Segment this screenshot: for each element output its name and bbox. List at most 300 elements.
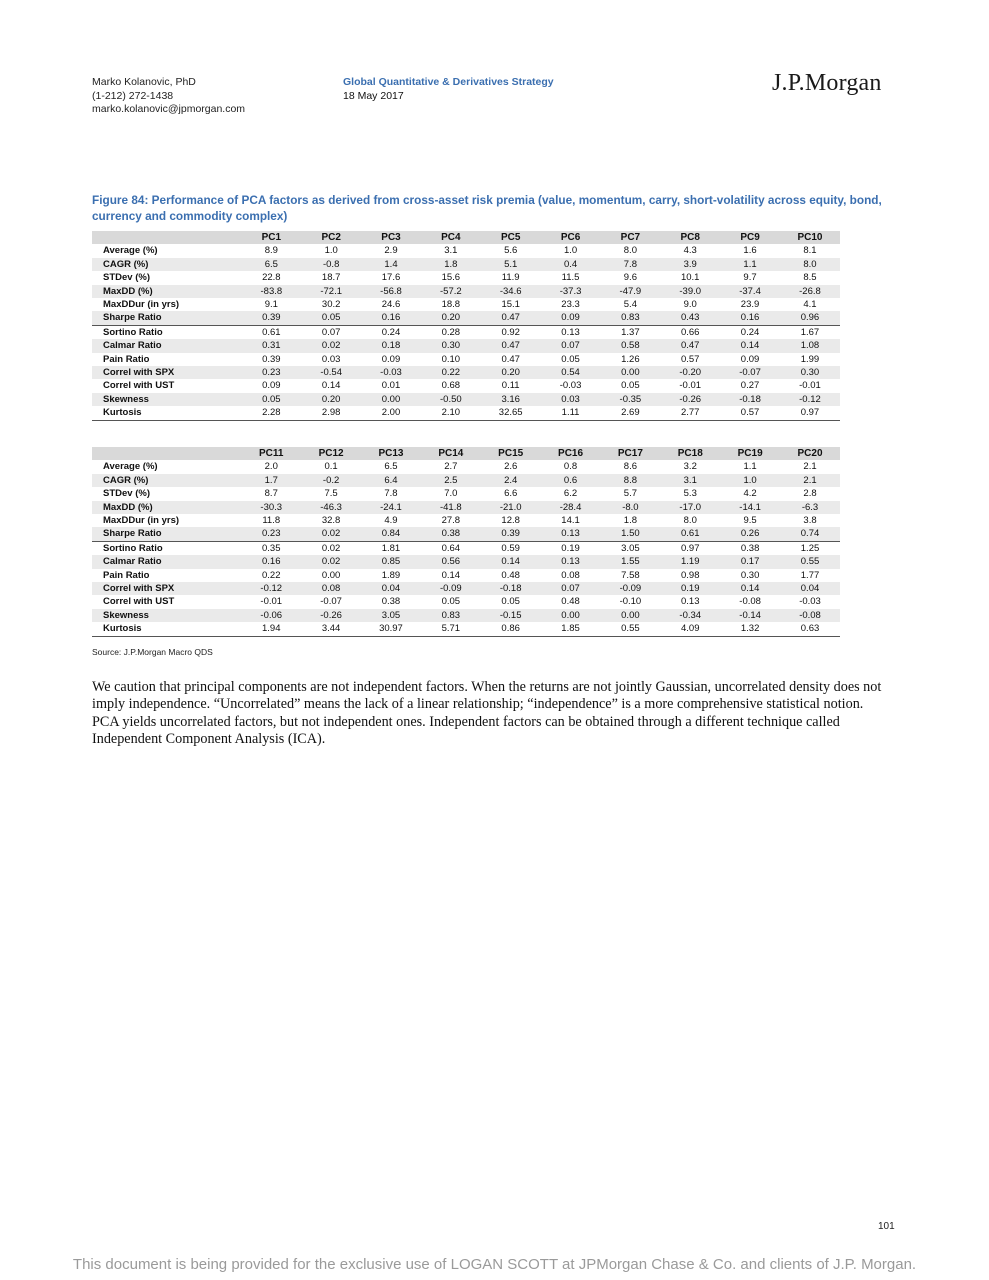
row-label: Pain Ratio	[103, 569, 150, 581]
figure-title: Figure 84: Performance of PCA factors as derived from cross-asset risk premia (value, momentum, carry, short-volatility across equity, bond, currency and commodity complex)	[92, 193, 882, 223]
column-header: PC3	[361, 231, 421, 244]
row-label: Average (%)	[103, 245, 158, 257]
column-header: PC12	[301, 447, 361, 460]
table-cell: 0.13	[541, 325, 601, 339]
row-label: STDev (%)	[103, 488, 150, 500]
table-cell: 2.1	[780, 474, 840, 487]
table-cell: 5.4	[623, 299, 637, 311]
table-cell: 0.05	[561, 353, 580, 365]
table-cell: 0.14	[720, 582, 780, 595]
table-cell: 0.39	[262, 353, 281, 365]
table-row	[92, 582, 840, 595]
table-cell: -0.09	[421, 582, 481, 595]
table-cell: 23.9	[740, 299, 760, 311]
table-cell: 0.54	[541, 366, 601, 379]
table-cell: 0.39	[481, 527, 541, 541]
table-cell: 0.66	[660, 325, 720, 339]
table-header-row	[92, 231, 840, 244]
table-cell: -0.8	[301, 258, 361, 271]
table-cell: 1.1	[720, 258, 780, 271]
table-cell: 0.28	[421, 325, 481, 339]
table-cell: 4.2	[743, 488, 757, 500]
table-cell: 0.30	[780, 366, 840, 379]
row-label: Correl with UST	[103, 596, 175, 608]
table-cell: 1.6	[743, 245, 757, 257]
table-cell: 0.48	[501, 569, 520, 581]
table-cell: 0.04	[780, 582, 840, 595]
table-cell: 8.0	[683, 515, 697, 527]
table-cell: -47.9	[600, 285, 660, 298]
table-cell: 15.6	[441, 272, 461, 284]
table-cell: 0.03	[541, 393, 601, 406]
table-cell: 0.16	[361, 311, 421, 325]
table-cell: -0.15	[481, 609, 541, 622]
table-cell: 0.39	[241, 311, 301, 325]
table-cell: 9.0	[683, 299, 697, 311]
table-cell: -0.50	[421, 393, 481, 406]
column-header: PC17	[600, 447, 660, 460]
column-header: PC5	[481, 231, 541, 244]
table-cell: 0.05	[241, 393, 301, 406]
table-cell: -0.12	[780, 393, 840, 406]
table-cell: 2.4	[481, 474, 541, 487]
table-cell: 5.3	[683, 488, 697, 500]
table-cell: 0.05	[441, 596, 461, 608]
table-cell: 0.07	[301, 325, 361, 339]
table-cell: 15.1	[501, 299, 520, 311]
table-cell: -72.1	[301, 285, 361, 298]
author-email: marko.kolanovic@jpmorgan.com	[92, 103, 246, 115]
table-cell: 0.02	[301, 541, 361, 555]
table-cell: 30.97	[361, 622, 421, 636]
table-cell: 0.09	[262, 380, 281, 392]
row-label: Kurtosis	[92, 622, 241, 636]
table-cell: 1.8	[421, 258, 481, 271]
table-cell: 0.74	[780, 527, 840, 541]
table-cell: 32.8	[321, 515, 341, 527]
table-cell: 8.5	[803, 272, 817, 284]
table-cell: -39.0	[660, 285, 720, 298]
table-cell: 7.5	[324, 488, 338, 500]
column-header: PC15	[481, 447, 541, 460]
table-cell: 0.92	[481, 325, 541, 339]
table-cell: 12.8	[501, 515, 520, 527]
figure-source: Source: J.P.Morgan Macro QDS	[92, 647, 213, 657]
column-header: PC4	[421, 231, 481, 244]
table-cell: 0.35	[241, 541, 301, 555]
table-cell: 2.6	[504, 461, 518, 473]
table-cell: 7.8	[600, 258, 660, 271]
author-name: Marko Kolanovic, PhD	[92, 76, 196, 88]
table-cell: 0.16	[241, 555, 301, 568]
row-label: Calmar Ratio	[92, 339, 241, 352]
table-cell: -17.0	[660, 501, 720, 514]
column-header: PC9	[720, 231, 780, 244]
table-row	[92, 501, 840, 514]
table-cell: 9.5	[743, 515, 757, 527]
table-row	[92, 595, 840, 608]
table-cell: 0.04	[361, 582, 421, 595]
author-block	[92, 76, 245, 117]
table-cell: 0.38	[720, 541, 780, 555]
table-cell: 30.2	[321, 299, 341, 311]
table-cell: -0.07	[720, 366, 780, 379]
table-cell: 6.5	[384, 461, 398, 473]
table-cell: -21.0	[481, 501, 541, 514]
table-corner-cell	[92, 231, 241, 244]
table-cell: 1.77	[800, 569, 820, 581]
table-cell: -0.03	[361, 366, 421, 379]
table-cell: 6.6	[504, 488, 518, 500]
table-cell: -34.6	[481, 285, 541, 298]
table-cell: 0.27	[740, 380, 760, 392]
table-cell: 0.02	[301, 339, 361, 352]
table-cell: 0.13	[681, 596, 700, 608]
table-cell: -0.18	[720, 393, 780, 406]
table-cell: 5.7	[623, 488, 637, 500]
table-cell: -6.3	[780, 501, 840, 514]
table-cell: 8.7	[264, 488, 278, 500]
table-cell: 1.0	[720, 474, 780, 487]
table-cell: 5.1	[481, 258, 541, 271]
column-header: PC7	[600, 231, 660, 244]
table-cell: 2.8	[803, 488, 817, 500]
table-cell: 1.08	[780, 339, 840, 352]
row-label: Skewness	[92, 609, 241, 622]
row-label: MaxDDur (in yrs)	[103, 515, 180, 527]
table-cell: -0.08	[780, 609, 840, 622]
table-row	[92, 527, 840, 541]
row-label: MaxDD (%)	[92, 501, 241, 514]
table-cell: 4.1	[803, 299, 817, 311]
table-cell: -30.3	[241, 501, 301, 514]
table-cell: -0.10	[619, 596, 642, 608]
table-cell: 0.10	[441, 353, 461, 365]
table-cell: 5.6	[504, 245, 518, 257]
table-cell: 1.94	[241, 622, 301, 636]
table-cell: 0.31	[241, 339, 301, 352]
row-label: MaxDD (%)	[92, 285, 241, 298]
column-header: PC10	[780, 231, 840, 244]
table-row	[92, 541, 840, 555]
row-label: CAGR (%)	[92, 474, 241, 487]
table-cell: -0.01	[799, 380, 821, 392]
table-cell: 17.6	[381, 272, 401, 284]
table-cell: 0.30	[740, 569, 760, 581]
table-cell: 0.11	[501, 380, 520, 392]
table-cell: 0.19	[541, 541, 601, 555]
table-cell: -46.3	[301, 501, 361, 514]
table-cell: 0.22	[262, 569, 281, 581]
table-cell: 0.55	[600, 622, 660, 636]
table-cell: -0.03	[799, 596, 821, 608]
table-cell: 0.56	[421, 555, 481, 568]
table-cell: 0.23	[241, 366, 301, 379]
table-cell: 0.97	[780, 406, 840, 420]
table-cell: 1.7	[241, 474, 301, 487]
table-cell: 0.19	[660, 582, 720, 595]
column-header: PC14	[421, 447, 481, 460]
table-cell: 4.09	[660, 622, 720, 636]
row-label: Sharpe Ratio	[92, 527, 241, 541]
table-cell: 0.14	[720, 339, 780, 352]
table-cell: 24.6	[381, 299, 401, 311]
report-date: 18 May 2017	[343, 89, 404, 102]
table-cell: 0.14	[321, 380, 341, 392]
table-cell: 8.9	[264, 245, 278, 257]
table-cell: 0.61	[660, 527, 720, 541]
table-cell: 0.00	[600, 366, 660, 379]
table-row	[92, 569, 840, 582]
column-header: PC8	[660, 231, 720, 244]
row-label: Sortino Ratio	[92, 325, 241, 339]
table-cell: -0.01	[679, 380, 702, 392]
table-cell: 0.38	[381, 596, 401, 608]
table-cell: 0.1	[324, 461, 338, 473]
row-label: MaxDDur (in yrs)	[103, 299, 180, 311]
table-cell: -0.2	[301, 474, 361, 487]
table-cell: 0.00	[541, 609, 601, 622]
table-cell: 2.10	[421, 406, 481, 420]
table-cell: -0.08	[739, 596, 761, 608]
table-cell: -0.01	[260, 596, 283, 608]
table-cell: 1.32	[720, 622, 780, 636]
page-number: 101	[878, 1221, 895, 1232]
table-cell: 0.55	[780, 555, 840, 568]
table-cell: 0.43	[660, 311, 720, 325]
table-cell: 1.55	[600, 555, 660, 568]
row-label: Correl with UST	[103, 380, 175, 392]
table-cell: 0.61	[241, 325, 301, 339]
table-row	[92, 258, 840, 271]
table-cell: 1.1	[743, 461, 757, 473]
column-header: PC20	[780, 447, 840, 460]
table-cell: 0.85	[361, 555, 421, 568]
table-cell: -0.26	[660, 393, 720, 406]
table-cell: 0.13	[541, 555, 601, 568]
table-cell: 32.65	[481, 406, 541, 420]
table-cell: 0.86	[481, 622, 541, 636]
table-cell: 0.00	[600, 609, 660, 622]
table-cell: 0.58	[600, 339, 660, 352]
table-cell: 0.8	[563, 461, 578, 473]
column-header: PC6	[541, 231, 601, 244]
row-label: STDev (%)	[103, 272, 150, 284]
table-row	[92, 555, 840, 568]
table-cell: -0.14	[720, 609, 780, 622]
column-header: PC2	[301, 231, 361, 244]
table-cell: -37.4	[720, 285, 780, 298]
table-cell: 4.9	[384, 515, 398, 527]
table-cell: 0.48	[561, 596, 580, 608]
table-cell: 2.28	[241, 406, 301, 420]
row-label: Pain Ratio	[103, 353, 150, 365]
table-cell: 2.5	[421, 474, 481, 487]
table-cell: 11.5	[561, 272, 580, 284]
table-cell: 0.09	[541, 311, 601, 325]
table-cell: 0.05	[301, 311, 361, 325]
row-label: Calmar Ratio	[92, 555, 241, 568]
table-cell: 0.57	[680, 353, 700, 365]
table-cell: 0.83	[421, 609, 481, 622]
table-cell: 0.20	[301, 393, 361, 406]
row-label: Skewness	[92, 393, 241, 406]
table-cell: 18.8	[441, 299, 461, 311]
table-cell: 0.47	[501, 353, 520, 365]
table-cell: 10.1	[680, 272, 700, 284]
table-cell: -0.26	[301, 609, 361, 622]
table-cell: 0.14	[481, 555, 541, 568]
table-cell: 2.7	[444, 461, 458, 473]
report-info	[343, 76, 554, 103]
table-cell: 11.9	[501, 272, 520, 284]
table-row	[92, 474, 840, 487]
table-cell: 0.38	[421, 527, 481, 541]
table-cell: 0.13	[541, 527, 601, 541]
table-cell: 0.20	[481, 366, 541, 379]
table-cell: 2.77	[660, 406, 720, 420]
table-cell: 18.7	[321, 272, 341, 284]
table-row	[92, 271, 840, 284]
table-cell: 9.1	[264, 299, 278, 311]
table-row	[92, 609, 840, 622]
table-cell: 0.07	[541, 339, 601, 352]
table-row	[92, 339, 840, 352]
table-cell: 7.8	[384, 488, 398, 500]
table-cell: 3.1	[660, 474, 720, 487]
table-row	[92, 460, 840, 473]
column-header: PC19	[720, 447, 780, 460]
table-header-row	[92, 447, 840, 460]
table-cell: -28.4	[541, 501, 601, 514]
column-header: PC1	[241, 231, 301, 244]
table-cell: 0.4	[541, 258, 601, 271]
table-cell: 11.8	[262, 515, 281, 527]
table-cell: 7.0	[444, 488, 458, 500]
row-label: Kurtosis	[92, 406, 241, 420]
table-cell: -26.8	[780, 285, 840, 298]
table-cell: -8.0	[600, 501, 660, 514]
table-cell: 0.22	[421, 366, 481, 379]
table-cell: -24.1	[361, 501, 421, 514]
table-corner-cell	[92, 447, 241, 460]
table-cell: -41.8	[421, 501, 481, 514]
table-cell: -0.54	[301, 366, 361, 379]
usage-notice: This document is being provided for the exclusive use of LOGAN SCOTT at JPMorgan Chase & Co. and clients of J.P. Morgan.	[72, 1256, 917, 1273]
table-cell: -57.2	[421, 285, 481, 298]
table-cell: 23.3	[561, 299, 580, 311]
table-row	[92, 325, 840, 339]
table-cell: -14.1	[720, 501, 780, 514]
table-cell: 0.05	[621, 380, 640, 392]
table-cell: 8.6	[623, 461, 637, 473]
table-cell: 0.09	[740, 353, 760, 365]
table-cell: 0.47	[481, 311, 541, 325]
table-cell: 0.57	[720, 406, 780, 420]
table-cell: 1.0	[563, 245, 578, 257]
table-cell: 1.0	[324, 245, 338, 257]
table-cell: -56.8	[361, 285, 421, 298]
table-cell: 9.7	[743, 272, 757, 284]
table-cell: 0.20	[421, 311, 481, 325]
table-cell: 0.59	[481, 541, 541, 555]
table-cell: 1.99	[800, 353, 820, 365]
table-cell: 3.44	[301, 622, 361, 636]
table-cell: 0.17	[720, 555, 780, 568]
table-cell: 0.08	[561, 569, 580, 581]
row-label: Average (%)	[103, 461, 158, 473]
table-cell: 1.8	[623, 515, 637, 527]
table-cell: 0.97	[660, 541, 720, 555]
table-cell: 0.68	[441, 380, 461, 392]
table-row	[92, 622, 840, 636]
table-cell: 0.64	[421, 541, 481, 555]
table-cell: 5.71	[421, 622, 481, 636]
table-cell: -83.8	[241, 285, 301, 298]
column-header: PC18	[660, 447, 720, 460]
table-cell: 2.1	[803, 461, 817, 473]
table-cell: 0.03	[321, 353, 341, 365]
table-cell: 0.24	[361, 325, 421, 339]
table-row	[92, 298, 840, 311]
table-cell: 0.98	[681, 569, 700, 581]
table-cell: 2.69	[600, 406, 660, 420]
table-cell: 2.9	[384, 245, 398, 257]
table-cell: 1.19	[660, 555, 720, 568]
table-row	[92, 406, 840, 420]
row-label: Correl with SPX	[92, 366, 241, 379]
table-cell: 0.96	[780, 311, 840, 325]
table-cell: 27.8	[441, 515, 461, 527]
row-label: Sortino Ratio	[92, 541, 241, 555]
table-cell: 3.05	[600, 541, 660, 555]
table-cell: 8.1	[803, 245, 817, 257]
table-cell: 3.9	[660, 258, 720, 271]
table-cell: 7.58	[621, 569, 640, 581]
table-cell: -0.18	[481, 582, 541, 595]
row-label: Correl with SPX	[92, 582, 241, 595]
row-label: Sharpe Ratio	[92, 311, 241, 325]
column-header: PC11	[241, 447, 301, 460]
pca-table-pc11-pc20	[92, 447, 840, 637]
table-cell: 3.8	[803, 515, 817, 527]
table-cell: -0.06	[241, 609, 301, 622]
table-cell: 0.63	[780, 622, 840, 636]
table-cell: -0.35	[600, 393, 660, 406]
table-cell: 1.67	[780, 325, 840, 339]
table-cell: 22.8	[262, 272, 281, 284]
table-cell: 0.6	[541, 474, 601, 487]
table-cell: 14.1	[561, 515, 580, 527]
table-cell: -0.34	[660, 609, 720, 622]
row-label: CAGR (%)	[92, 258, 241, 271]
table-cell: -0.03	[559, 380, 582, 392]
table-cell: 1.4	[361, 258, 421, 271]
table-cell: 2.98	[301, 406, 361, 420]
table-cell: -0.07	[320, 596, 342, 608]
table-cell: -0.20	[660, 366, 720, 379]
table-row	[92, 244, 840, 257]
table-row	[92, 487, 840, 500]
author-phone: (1-212) 272-1438	[92, 89, 174, 102]
table-cell: -0.12	[241, 582, 301, 595]
table-cell: 0.05	[501, 596, 520, 608]
table-cell: 4.3	[683, 245, 697, 257]
table-cell: 0.47	[481, 339, 541, 352]
table-cell: 1.26	[621, 353, 640, 365]
table-cell: 2.00	[361, 406, 421, 420]
table-row	[92, 353, 840, 366]
